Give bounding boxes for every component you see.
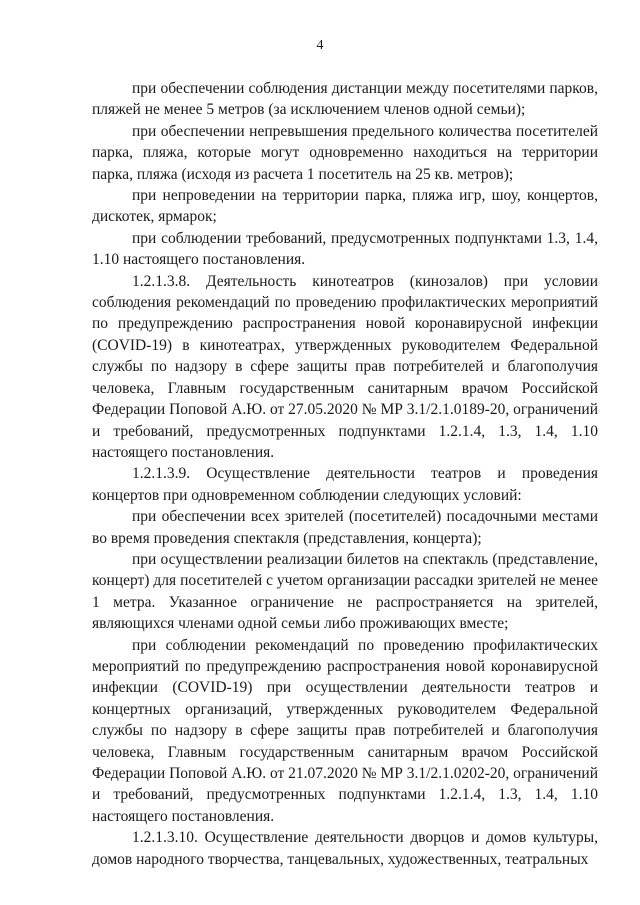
paragraph-theatres-conditions: 1.2.1.3.9. Осуществление деятельности театров и проведения концертов при одновременном соблюдении следующих условий: bbox=[92, 465, 598, 504]
paragraph-parks-no-events: при непроведении на территории парка, пляжа игр, шоу, концертов, дискотек, ярмарок; bbox=[92, 187, 598, 226]
paragraph-parks-visitor-limit: при обеспечении непревышения предельного количества посетителей парка, пляжа, которые могут одновременно находиться на территории парка, пляжа (исходя из расчета 1 посетитель на 25 кв. метров); bbox=[92, 122, 598, 183]
paragraph-theatres-tickets: при осуществлении реализации билетов на спектакль (представление, концерт) для посетителей с учетом организации рассадки зрителей не менее 1 метра. Указанное ограничение не распространяется на зрителей, являющихся членами одной семьи либо проживающих вместе; bbox=[92, 550, 598, 633]
paragraph-parks-requirements: при соблюдении требований, предусмотренных подпунктами 1.3, 1.4, 1.10 настоящего постановления. bbox=[92, 229, 598, 269]
document-body bbox=[92, 78, 598, 870]
paragraph-theatres-recommendations: при соблюдении рекомендаций по проведению профилактических мероприятий по предупреждению распространения новой коронавирусной инфекции (COVID-19) при осуществлении деятельности театров и концертных организаций, утвержденных руководителем Федеральной службы по надзору в сфере защиты прав потребителей и благополучия человека, Главным государственным санитарным врачом Российской Федерации Поповой А.Ю. от 21.07.2020 № МР 3.1/2.1.0202-20, ограничений и требований, предусмотренных подпунктами 1.2.1.4, 1.3, 1.4, 1.10 настоящего постановления. bbox=[92, 636, 598, 825]
paragraph-cinemas: 1.2.1.3.8. Деятельность кинотеатров (кинозалов) при условии соблюдения рекомендаций по проведению профилактических мероприятий по предупреждению распространения новой коронавирусной инфекции (COVID-19) в кинотеатрах, утвержденных руководителем Федеральной службы по надзору в сфере защиты прав потребителей и благополучия человека, Главным государственным санитарным врачом Российской Федерации Поповой А.Ю. от 27.05.2020 № МР 3.1/2.1.0189-20, ограничений и требований, предусмотренных подпунктами 1.2.1.4, 1.3, 1.4, 1.10 настоящего постановления. bbox=[92, 272, 598, 461]
paragraph-theatres-seating: при обеспечении всех зрителей (посетителей) посадочными местами во время проведения спектакля (представления, концерта); bbox=[92, 508, 598, 547]
page-number: 4 bbox=[316, 38, 324, 53]
paragraph-parks-distance: при обеспечении соблюдения дистанции между посетителями парков, пляжей не менее 5 метров (за исключением членов одной семьи); bbox=[92, 80, 598, 119]
paragraph-culture-houses: 1.2.1.3.10. Осуществление деятельности дворцов и домов культуры, домов народного творчества, танцевальных, художественных, театральных bbox=[92, 829, 598, 868]
